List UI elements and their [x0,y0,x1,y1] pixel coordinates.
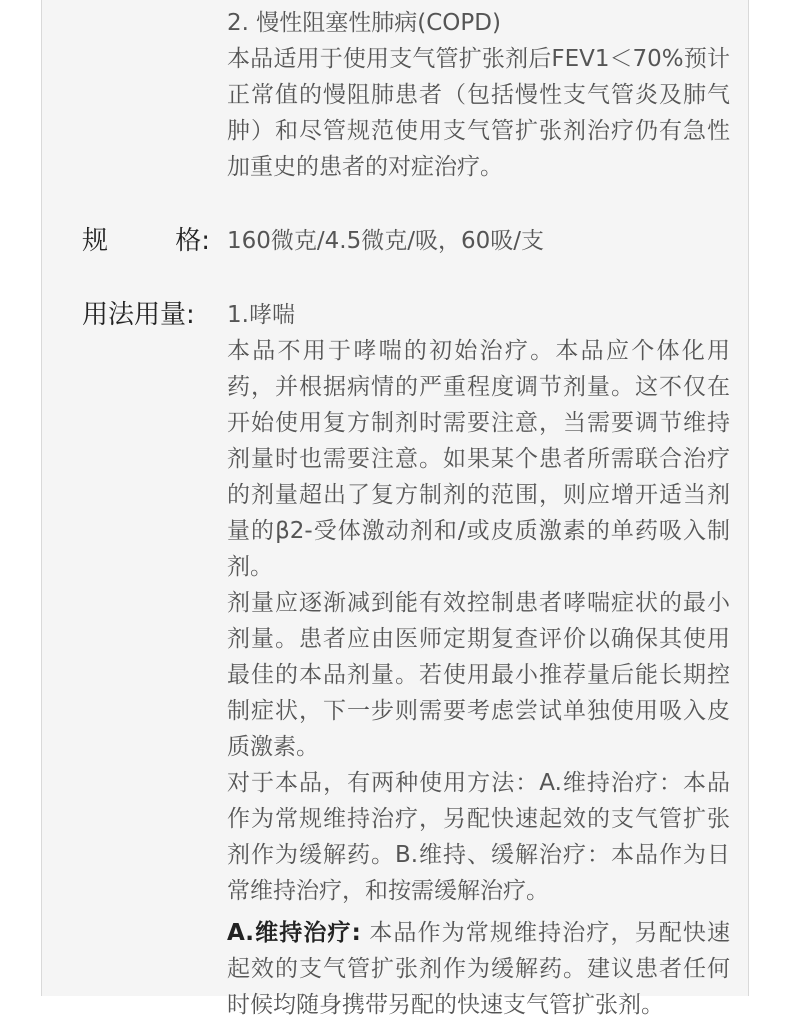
spec-label-char2: 格: [175,226,210,256]
usage-heading: 1.哮喘 [227,302,295,328]
usage-paragraph-2: 剂量应逐渐减到能有效控制患者哮喘症状的最小剂量。患者应由医师定期复查评价以确保其使用最佳的本品剂量。若使用最小推荐量后能长期控制症状，下一步则需要考虑尝试单独使用吸入皮质激素。 [227,590,730,760]
spec-value: 160微克/4.5微克/吸，60吸/支 [227,228,544,254]
usage-paragraph-1: 本品不用于哮喘的初始治疗。本品应个体化用药，并根据病情的严重程度调节剂量。这不仅在开始使用复方制剂时需要注意，当需要调节维持剂量时也需要注意。如果某个患者所需联合治疗的剂量超出了复方制剂的范围，则应增开适当剂量的β2-受体激动剂和/或皮质激素的单药吸入制剂。 [227,338,730,580]
copd-section [227,5,730,185]
spec-value-block [227,223,730,259]
spec-label [82,223,210,259]
usage-paragraph-3: 对于本品，有两种使用方法：A.维持治疗：本品作为常规维持治疗，另配快速起效的支气管扩张剂作为缓解药。B.维持、缓解治疗：本品作为日常维持治疗，和按需缓解治疗。 [227,770,730,904]
document-page [41,0,749,1018]
maintenance-label: A.维持治疗: [227,920,361,946]
copd-heading: 2. 慢性阻塞性肺病(COPD) [227,10,501,36]
usage-label: 用法用量: [82,300,195,330]
copd-body: 本品适用于使用支气管扩张剂后FEV1＜70%预计正常值的慢阻肺患者（包括慢性支气管炎及肺气肿）和尽管规范使用支气管扩张剂治疗仍有急性加重史的患者的对症治疗。 [227,46,730,180]
maintenance-text: 本品作为常规维持治疗，另配快速起效的支气管扩张剂作为缓解药。建议患者任何时候均随身携带另配的快速支气管扩张剂。 [227,920,730,1018]
usage-paragraph-4 [227,915,730,1023]
spec-label-char1: 规 [82,226,109,256]
usage-section [227,297,730,1023]
